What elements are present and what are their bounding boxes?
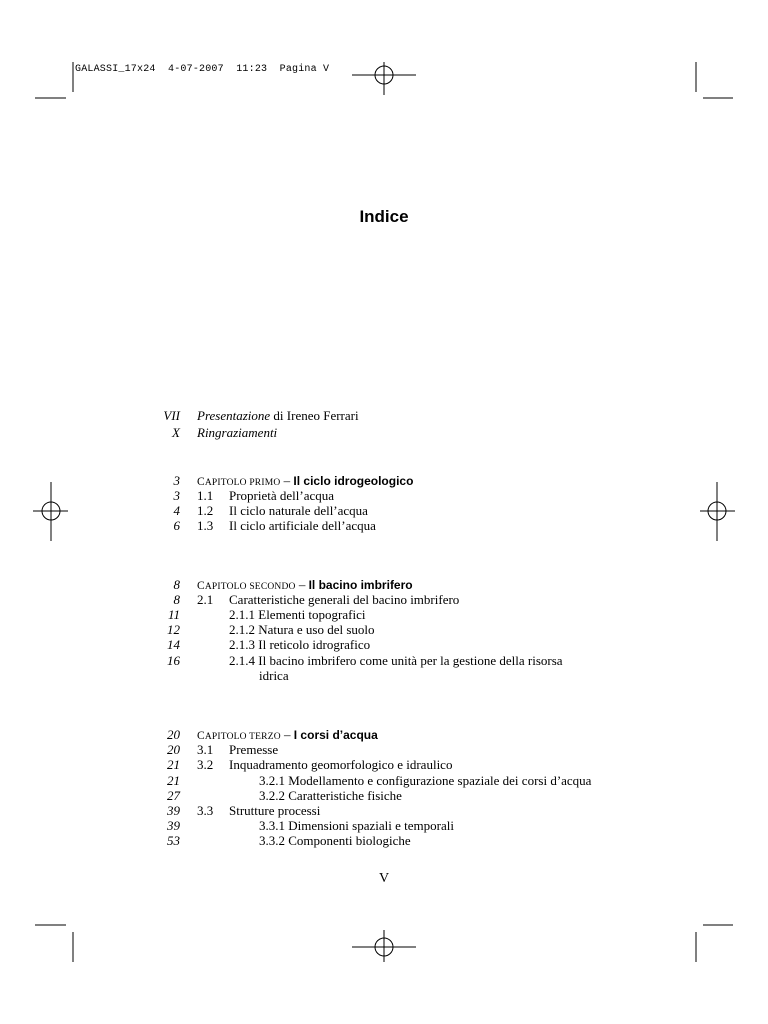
chapter-label-rest: APITOLO [204, 582, 247, 592]
toc-page-number: 8 [173, 577, 180, 592]
section-title: Caratteristiche generali del bacino imbrifero [229, 592, 460, 607]
toc-page-number: 20 [167, 742, 180, 757]
toc-page-number: 27 [167, 788, 180, 803]
page-folio: V [378, 871, 390, 886]
section-number: 1.3 [197, 518, 214, 533]
toc-entry [0, 653, 768, 669]
toc-page-number: 12 [167, 622, 180, 637]
chapter-label-rest: APITOLO [204, 478, 247, 488]
toc-page-number: VII [163, 408, 180, 423]
section-number: 1.1 [197, 488, 214, 503]
toc-page-number: 3 [173, 473, 180, 488]
section-title: Inquadramento geomorfologico e idraulico [229, 757, 453, 772]
toc-entry [0, 408, 768, 424]
chapter-label-rest: APITOLO [204, 732, 247, 742]
toc-entry [0, 803, 768, 819]
subsection-title: 2.1.4 Il bacino imbrifero come unità per la gestione della risorsa [229, 653, 563, 668]
toc-entry [0, 622, 768, 638]
toc-entry-author: di Ireneo Ferrari [270, 408, 359, 423]
section-number: 3.3 [197, 803, 214, 818]
section-number: 3.1 [197, 742, 214, 757]
chapter-title: Il ciclo idrogeologico [293, 474, 414, 488]
chapter-ordinal: TERZO [249, 732, 281, 742]
toc-entry [0, 518, 768, 534]
subsection-title: 3.3.2 Componenti biologiche [259, 833, 411, 848]
subsection-title: 3.3.1 Dimensioni spaziali e temporali [259, 818, 454, 833]
toc-page-number: 16 [167, 653, 180, 668]
chapter-title: Il bacino imbrifero [308, 578, 413, 592]
chapter-label [197, 478, 280, 488]
toc-chapter-heading [0, 473, 768, 489]
chapter-dash: – [280, 727, 294, 742]
toc-page-number: 8 [173, 592, 180, 607]
section-title: Il ciclo artificiale dell’acqua [229, 518, 376, 533]
toc-entry [0, 637, 768, 653]
section-title: Premesse [229, 742, 279, 757]
chapter-dash: – [280, 473, 294, 488]
toc-entry [0, 788, 768, 804]
toc-entry [0, 757, 768, 773]
subsection-title: 3.2.1 Modellamento e configurazione spaziale dei corsi d’acqua [259, 773, 592, 788]
toc-entry-text [197, 408, 359, 424]
toc-entry-continuation [0, 668, 768, 684]
toc-page-number: 21 [167, 757, 180, 772]
toc-page-number: 4 [173, 503, 180, 518]
toc-page-number: 14 [167, 637, 180, 652]
toc-page-number: 20 [167, 727, 180, 742]
section-number: 2.1 [197, 592, 214, 607]
toc-page-number: 53 [167, 833, 180, 848]
chapter-dash: – [295, 577, 309, 592]
toc-entry [0, 503, 768, 519]
toc-entry [0, 425, 768, 441]
section-title: Proprietà dell’acqua [229, 488, 335, 503]
toc-entry [0, 773, 768, 789]
toc-entry [0, 488, 768, 504]
chapter-title: I corsi d’acqua [293, 728, 378, 742]
toc-entry [0, 592, 768, 608]
section-number: 3.2 [197, 757, 214, 772]
toc-page-number: 21 [167, 773, 180, 788]
chapter-ordinal: SECONDO [249, 582, 296, 592]
print-slug: GALASSI_17x24 4-07-2007 11:23 Pagina V [75, 64, 330, 75]
toc-entry-text: Ringraziamenti [197, 425, 278, 440]
toc-entry [0, 742, 768, 758]
chapter-label [197, 732, 281, 742]
subsection-title: 2.1.2 Natura e uso del suolo [229, 622, 375, 637]
toc-page-number: 6 [173, 518, 180, 533]
subsection-title-continuation: idrica [259, 668, 289, 683]
page-title: Indice [359, 207, 409, 226]
toc-entry [0, 833, 768, 849]
toc-entry [0, 818, 768, 834]
subsection-title: 3.2.2 Caratteristiche fisiche [259, 788, 402, 803]
subsection-title: 2.1.1 Elementi topografici [229, 607, 366, 622]
registration-mark-top [352, 62, 416, 95]
chapter-label-initial: C [197, 476, 205, 488]
chapter-ordinal: PRIMO [249, 478, 281, 488]
chapter-label-initial: C [197, 730, 205, 742]
toc-entry-italic-label: Presentazione [197, 408, 271, 423]
chapter-label-initial: C [197, 580, 205, 592]
toc-page-number: 39 [167, 818, 180, 833]
registration-mark-bottom [352, 930, 416, 962]
toc-page-number: 3 [173, 488, 180, 503]
toc-page-number: X [172, 425, 180, 440]
section-title: Strutture processi [229, 803, 321, 818]
chapter-label [197, 582, 296, 592]
toc-chapter-heading [0, 727, 768, 743]
subsection-title: 2.1.3 Il reticolo idrografico [229, 637, 371, 652]
toc-page-number: 11 [167, 607, 180, 622]
toc-page-number: 39 [167, 803, 180, 818]
section-number: 1.2 [197, 503, 214, 518]
toc-chapter-heading [0, 577, 768, 593]
toc-entry [0, 607, 768, 623]
section-title: Il ciclo naturale dell’acqua [229, 503, 368, 518]
